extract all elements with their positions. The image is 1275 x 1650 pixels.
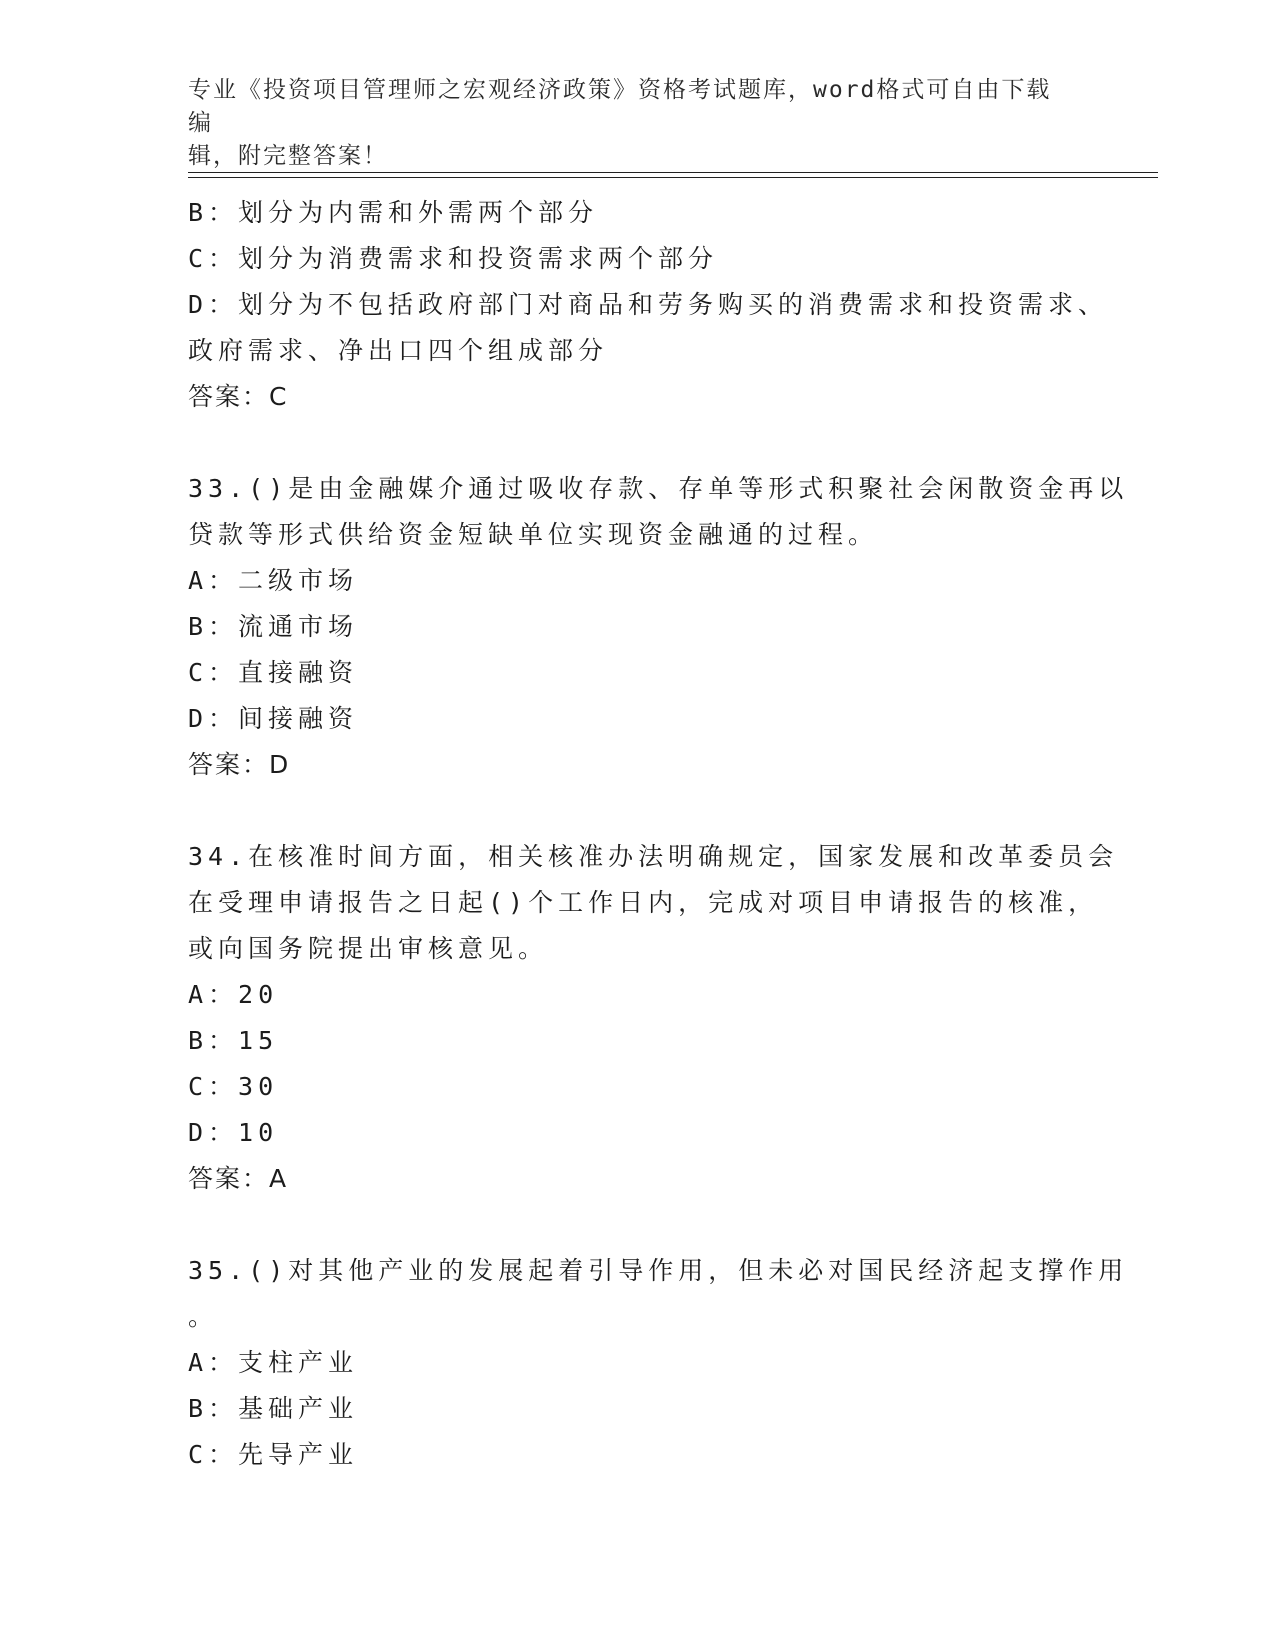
question-stem-line-2: 在受理申请报告之日起()个工作日内，完成对项目申请报告的核准， bbox=[188, 888, 1099, 917]
question-stem-line-1: 33.()是由金融媒介通过吸收存款、存单等形式积聚社会闲散资金再以 bbox=[188, 474, 1129, 503]
spacer bbox=[188, 1202, 1088, 1248]
option-b: B：基础产业 bbox=[188, 1394, 359, 1423]
answer: 答案：D bbox=[188, 750, 291, 779]
option-b: B：划分为内需和外需两个部分 bbox=[188, 198, 599, 227]
question-list bbox=[188, 190, 1129, 1478]
spacer bbox=[188, 788, 1088, 834]
question-stem-line-2: 贷款等形式供给资金短缺单位实现资金融通的过程。 bbox=[188, 520, 879, 549]
question-35 bbox=[188, 1248, 1129, 1478]
option-b: B：流通市场 bbox=[188, 612, 359, 641]
option-c: C：先导产业 bbox=[188, 1440, 359, 1469]
question-34 bbox=[188, 834, 1119, 1202]
question-33 bbox=[188, 466, 1129, 788]
option-b: B：15 bbox=[188, 1026, 279, 1055]
answer: 答案：A bbox=[188, 1164, 289, 1193]
header-divider-top bbox=[188, 172, 1158, 173]
option-c: C：划分为消费需求和投资需求两个部分 bbox=[188, 244, 719, 273]
spacer bbox=[188, 420, 1088, 466]
answer: 答案：C bbox=[188, 382, 289, 411]
option-d: D：间接融资 bbox=[188, 704, 359, 733]
question-stem-line-1: 35.()对其他产业的发展起着引导作用，但未必对国民经济起支撑作用 bbox=[188, 1256, 1129, 1285]
header-line-1: 专业《投资项目管理师之宏观经济政策》资格考试题库，word格式可自由下载编 bbox=[188, 77, 1052, 136]
option-d-line-1: D：划分为不包括政府部门对商品和劳务购买的消费需求和投资需求、 bbox=[188, 290, 1109, 319]
question-stem-line-3: 或向国务院提出审核意见。 bbox=[188, 934, 549, 963]
header-divider-bottom bbox=[188, 177, 1158, 178]
option-d-line-2: 政府需求、净出口四个组成部分 bbox=[188, 336, 609, 365]
option-a: A：20 bbox=[188, 980, 279, 1009]
option-c: C：直接融资 bbox=[188, 658, 359, 687]
option-d: D：10 bbox=[188, 1118, 279, 1147]
option-c: C：30 bbox=[188, 1072, 279, 1101]
option-a: A：支柱产业 bbox=[188, 1348, 359, 1377]
header-line-2: 辑，附完整答案！ bbox=[188, 143, 388, 169]
question-stem-line-1: 34.在核准时间方面，相关核准办法明确规定，国家发展和改革委员会 bbox=[188, 842, 1119, 871]
document-header bbox=[188, 74, 1068, 173]
question-stem-line-2: 。 bbox=[188, 1302, 219, 1331]
question-32 bbox=[188, 190, 1109, 420]
option-a: A：二级市场 bbox=[188, 566, 359, 595]
